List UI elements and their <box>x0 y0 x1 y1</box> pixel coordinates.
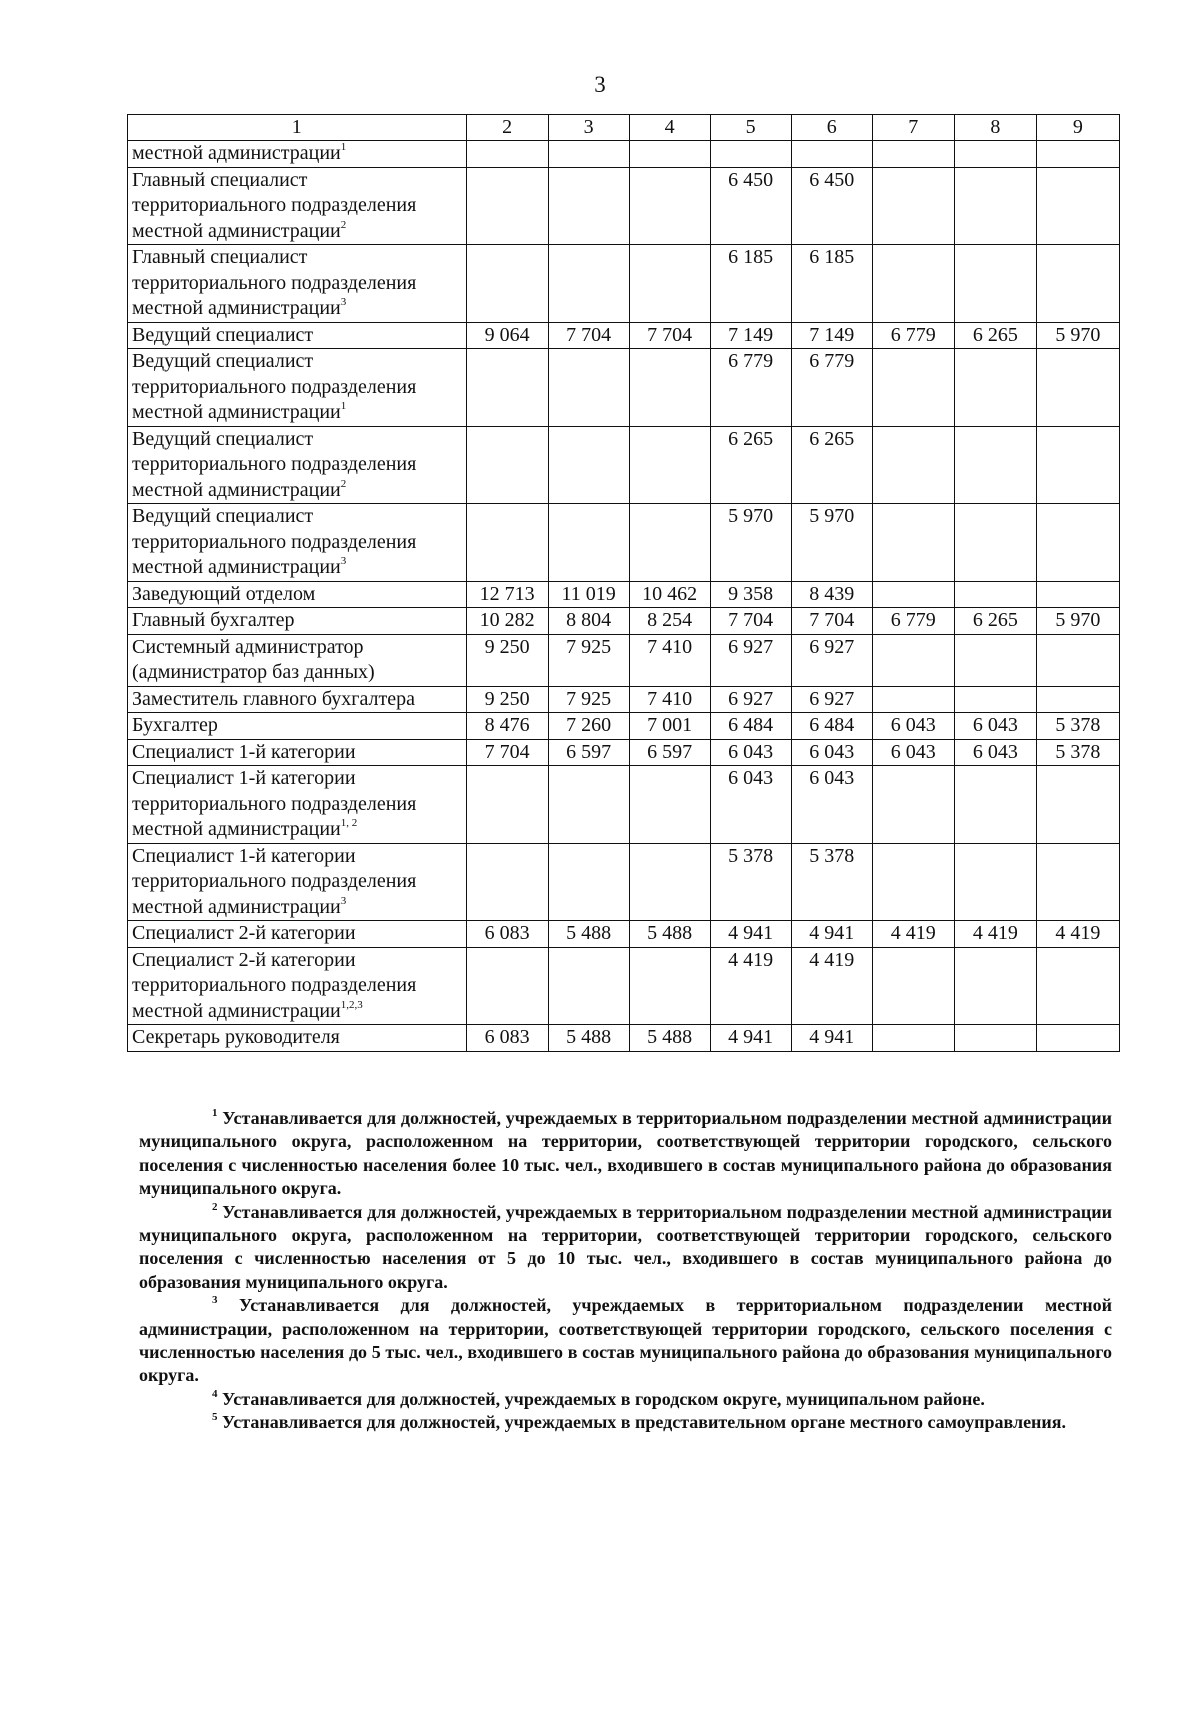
salary-cell: 7 260 <box>548 713 629 740</box>
footnote <box>139 1107 1112 1201</box>
salary-cell <box>629 426 710 504</box>
salary-cell: 9 064 <box>466 322 548 349</box>
salary-cell <box>548 947 629 1025</box>
column-number: 6 <box>791 115 872 141</box>
position-name-cell <box>128 349 467 427</box>
position-name: Специалист 1-й категории территориального подразделения местной администрации <box>132 767 417 840</box>
salary-cell <box>954 634 1036 686</box>
salary-cell <box>954 843 1036 921</box>
salary-cell: 6 043 <box>710 739 791 766</box>
footnote-text: Устанавливается для должностей, учреждаемых в городском округе, муниципальном районе. <box>222 1388 985 1409</box>
salary-cell <box>872 1025 954 1052</box>
salary-cell: 6 043 <box>791 739 872 766</box>
footnote-reference: 1,2,3 <box>340 998 363 1011</box>
salary-cell <box>872 349 954 427</box>
table-row <box>128 1025 1120 1052</box>
footnote-reference: 3 <box>340 555 347 567</box>
table-row <box>128 504 1120 582</box>
salary-cell <box>872 843 954 921</box>
salary-cell <box>548 843 629 921</box>
salary-cell: 5 970 <box>1036 322 1119 349</box>
footnote-text: Устанавливается для должностей, учреждаемых в территориальном подразделении местной администрации, расположенном на территории, соответствующей территории городского, сельского поселения с численностью населения до 5 тыс. чел., входившего в состав муниципального района до образования муниципального округа. <box>139 1295 1112 1386</box>
salary-cell <box>1036 245 1119 323</box>
salary-cell: 7 704 <box>710 608 791 635</box>
table-row <box>128 843 1120 921</box>
footnote-reference: 1, 2 <box>340 817 358 829</box>
salary-cell: 6 597 <box>548 739 629 766</box>
position-name: Специалист 1-й категории территориального подразделения местной администрации <box>132 844 417 918</box>
position-name-cell <box>128 766 467 844</box>
salary-cell <box>466 426 548 504</box>
position-name: Специалист 2-й категории территориального подразделения местной администрации <box>132 948 417 1022</box>
salary-cell: 6 450 <box>710 167 791 245</box>
salary-cell: 5 488 <box>548 1025 629 1052</box>
footnote-reference: 3 <box>340 296 347 308</box>
column-number: 7 <box>872 115 954 141</box>
salary-cell <box>466 349 548 427</box>
salary-cell: 6 043 <box>872 739 954 766</box>
salary-cell <box>466 167 548 245</box>
salary-cell <box>1036 686 1119 713</box>
position-name: Главный специалист территориального подразделения местной администрации <box>132 246 417 319</box>
salary-table <box>127 114 1120 1052</box>
salary-cell: 4 941 <box>710 921 791 948</box>
salary-cell <box>872 581 954 608</box>
salary-cell: 6 779 <box>872 608 954 635</box>
salary-cell <box>1036 349 1119 427</box>
table-row <box>128 739 1120 766</box>
salary-cell: 4 419 <box>1036 921 1119 948</box>
footnote-reference: 1 <box>340 400 347 412</box>
salary-cell: 4 419 <box>954 921 1036 948</box>
salary-cell: 5 488 <box>629 921 710 948</box>
salary-cell: 6 927 <box>710 686 791 713</box>
salary-cell <box>629 245 710 323</box>
column-number: 4 <box>629 115 710 141</box>
salary-cell <box>1036 1025 1119 1052</box>
table-row <box>128 634 1120 686</box>
salary-cell: 5 378 <box>710 843 791 921</box>
table-header <box>128 115 1120 141</box>
salary-cell <box>710 141 791 168</box>
salary-cell <box>629 947 710 1025</box>
salary-cell <box>791 141 872 168</box>
footnote-mark: 1 <box>212 1107 218 1119</box>
position-name: Ведущий специалист территориального подразделения местной администрации <box>132 505 417 578</box>
salary-cell <box>466 245 548 323</box>
salary-cell: 6 450 <box>791 167 872 245</box>
position-name-cell <box>128 504 467 582</box>
position-name-cell <box>128 634 467 686</box>
salary-cell <box>954 581 1036 608</box>
position-name: Бухгалтер <box>132 714 218 736</box>
salary-cell: 6 043 <box>954 713 1036 740</box>
salary-cell: 6 779 <box>872 322 954 349</box>
salary-cell <box>548 141 629 168</box>
salary-cell <box>872 634 954 686</box>
salary-cell <box>872 426 954 504</box>
salary-cell <box>872 167 954 245</box>
footnotes <box>139 1107 1112 1435</box>
footnote-mark: 3 <box>212 1294 218 1307</box>
salary-cell <box>872 141 954 168</box>
column-number: 3 <box>548 115 629 141</box>
column-number: 8 <box>954 115 1036 141</box>
salary-cell: 6 185 <box>791 245 872 323</box>
position-name-cell <box>128 843 467 921</box>
salary-cell: 6 043 <box>791 766 872 844</box>
salary-cell: 8 439 <box>791 581 872 608</box>
salary-cell <box>466 766 548 844</box>
column-number: 1 <box>128 115 467 141</box>
position-name: Заместитель главного бухгалтера <box>132 687 416 710</box>
salary-cell: 6 927 <box>791 686 872 713</box>
table-row <box>128 766 1120 844</box>
salary-cell: 6 597 <box>629 739 710 766</box>
salary-cell: 4 941 <box>710 1025 791 1052</box>
salary-cell: 7 925 <box>548 634 629 686</box>
salary-cell: 6 484 <box>791 713 872 740</box>
salary-cell <box>466 504 548 582</box>
salary-cell <box>1036 947 1119 1025</box>
salary-cell: 6 083 <box>466 921 548 948</box>
salary-cell: 6 484 <box>710 713 791 740</box>
table-row <box>128 141 1120 168</box>
position-name-cell <box>128 245 467 323</box>
footnote <box>139 1294 1112 1388</box>
salary-cell: 6 265 <box>710 426 791 504</box>
footnote <box>139 1201 1112 1295</box>
table-row <box>128 686 1120 713</box>
position-name-cell <box>128 686 467 713</box>
salary-cell <box>548 245 629 323</box>
position-name-cell <box>128 739 467 766</box>
salary-cell <box>629 766 710 844</box>
salary-cell: 8 804 <box>548 608 629 635</box>
salary-cell: 7 925 <box>548 686 629 713</box>
salary-cell <box>548 426 629 504</box>
footnote-reference: 2 <box>340 477 347 490</box>
page-number: 3 <box>594 72 606 97</box>
salary-cell: 10 462 <box>629 581 710 608</box>
salary-cell <box>629 349 710 427</box>
table-row <box>128 349 1120 427</box>
salary-cell <box>548 349 629 427</box>
salary-cell: 7 704 <box>548 322 629 349</box>
table-row <box>128 608 1120 635</box>
salary-cell <box>954 141 1036 168</box>
salary-cell: 6 043 <box>872 713 954 740</box>
salary-cell: 4 419 <box>872 921 954 948</box>
salary-cell: 6 265 <box>954 608 1036 635</box>
position-name-cell <box>128 167 467 245</box>
salary-cell <box>629 504 710 582</box>
position-name: Главный специалист территориального подразделения местной администрации <box>132 168 417 242</box>
salary-cell: 5 970 <box>710 504 791 582</box>
salary-cell <box>466 947 548 1025</box>
position-name: Ведущий специалист территориального подразделения местной администрации <box>132 427 417 501</box>
footnote <box>139 1388 1112 1411</box>
salary-cell: 6 779 <box>710 349 791 427</box>
position-name-cell <box>128 141 467 168</box>
salary-cell: 5 970 <box>791 504 872 582</box>
column-number: 9 <box>1036 115 1119 141</box>
salary-cell <box>954 947 1036 1025</box>
salary-cell: 11 019 <box>548 581 629 608</box>
salary-cell <box>1036 167 1119 245</box>
salary-cell <box>466 141 548 168</box>
salary-cell <box>1036 426 1119 504</box>
salary-cell: 5 378 <box>791 843 872 921</box>
salary-cell <box>1036 504 1119 582</box>
salary-cell: 6 927 <box>710 634 791 686</box>
salary-cell <box>466 843 548 921</box>
salary-cell <box>1036 581 1119 608</box>
salary-cell <box>954 426 1036 504</box>
salary-cell <box>629 843 710 921</box>
footnote-reference: 1 <box>340 141 347 153</box>
salary-cell: 7 704 <box>629 322 710 349</box>
salary-cell: 6 265 <box>954 322 1036 349</box>
salary-cell <box>548 504 629 582</box>
column-number: 2 <box>466 115 548 141</box>
table-row <box>128 245 1120 323</box>
salary-cell <box>954 349 1036 427</box>
salary-cell <box>954 167 1036 245</box>
footnote-mark: 2 <box>212 1200 218 1213</box>
position-name: Специалист 2-й категории <box>132 922 356 944</box>
salary-cell: 7 410 <box>629 686 710 713</box>
position-name-cell <box>128 426 467 504</box>
table-row <box>128 167 1120 245</box>
position-name: Ведущий специалист территориального подразделения местной администрации <box>132 350 417 423</box>
footnote-reference: 3 <box>340 894 347 907</box>
salary-cell: 7 001 <box>629 713 710 740</box>
salary-cell <box>1036 141 1119 168</box>
salary-cell: 7 704 <box>791 608 872 635</box>
salary-cell <box>872 947 954 1025</box>
table-row <box>128 322 1120 349</box>
salary-cell <box>629 167 710 245</box>
position-name-cell <box>128 608 467 635</box>
salary-cell <box>954 245 1036 323</box>
salary-cell <box>872 766 954 844</box>
table-body <box>128 141 1120 1052</box>
footnote <box>139 1411 1112 1434</box>
salary-cell: 6 043 <box>710 766 791 844</box>
salary-cell <box>548 766 629 844</box>
salary-cell <box>1036 843 1119 921</box>
position-name-cell <box>128 921 467 948</box>
salary-cell: 8 476 <box>466 713 548 740</box>
salary-cell: 7 149 <box>710 322 791 349</box>
salary-cell: 4 419 <box>791 947 872 1025</box>
position-name-cell <box>128 947 467 1025</box>
salary-cell <box>872 245 954 323</box>
table-row <box>128 713 1120 740</box>
footnote-text: Устанавливается для должностей, учреждаемых в территориальном подразделении местной администрации муниципального округа, расположенном на территории, соответствующей территории городского, сельского поселения с численностью населения от 5 до 10 тыс. чел., входившего в состав муниципального района до образования муниципального округа. <box>139 1201 1112 1292</box>
position-name-cell <box>128 713 467 740</box>
salary-cell: 6 185 <box>710 245 791 323</box>
salary-cell: 6 043 <box>954 739 1036 766</box>
salary-cell: 10 282 <box>466 608 548 635</box>
salary-cell: 7 704 <box>466 739 548 766</box>
salary-cell: 8 254 <box>629 608 710 635</box>
salary-cell: 6 083 <box>466 1025 548 1052</box>
table-row <box>128 921 1120 948</box>
salary-cell: 6 779 <box>791 349 872 427</box>
table-row <box>128 947 1120 1025</box>
salary-cell: 5 488 <box>629 1025 710 1052</box>
salary-cell <box>548 167 629 245</box>
footnote-mark: 5 <box>212 1411 218 1424</box>
position-name: Заведующий отделом <box>132 582 316 605</box>
position-name-cell <box>128 322 467 349</box>
salary-cell: 9 358 <box>710 581 791 608</box>
salary-cell: 7 149 <box>791 322 872 349</box>
salary-cell <box>954 1025 1036 1052</box>
salary-cell: 9 250 <box>466 634 548 686</box>
salary-cell <box>1036 766 1119 844</box>
salary-cell: 5 378 <box>1036 739 1119 766</box>
salary-cell <box>872 686 954 713</box>
salary-cell: 7 410 <box>629 634 710 686</box>
salary-cell <box>954 686 1036 713</box>
position-name-cell <box>128 581 467 608</box>
salary-cell: 5 970 <box>1036 608 1119 635</box>
footnote-text: Устанавливается для должностей, учреждаемых в представительном органе местного самоуправления. <box>222 1412 1067 1433</box>
salary-cell: 4 941 <box>791 1025 872 1052</box>
position-name: Системный администратор (администратор баз данных) <box>132 635 375 683</box>
table-row <box>128 426 1120 504</box>
position-name: местной администрации <box>132 142 341 164</box>
position-name: Главный бухгалтер <box>132 609 295 631</box>
position-name: Специалист 1-й категории <box>132 740 356 763</box>
salary-cell: 12 713 <box>466 581 548 608</box>
salary-cell: 5 378 <box>1036 713 1119 740</box>
footnote-text: Устанавливается для должностей, учреждаемых в территориальном подразделении местной администрации муниципального округа, расположенном на территории, соответствующей территории городского, сельского поселения с численностью населения более 10 тыс. чел., входившего в состав муниципального района до образования муниципального округа. <box>139 1108 1112 1199</box>
salary-cell: 6 265 <box>791 426 872 504</box>
salary-cell: 6 927 <box>791 634 872 686</box>
position-name-cell <box>128 1025 467 1052</box>
position-name: Секретарь руководителя <box>132 1026 340 1048</box>
salary-cell: 4 941 <box>791 921 872 948</box>
footnote-reference: 2 <box>340 218 347 231</box>
salary-cell: 9 250 <box>466 686 548 713</box>
salary-cell: 5 488 <box>548 921 629 948</box>
salary-cell <box>954 504 1036 582</box>
header-row <box>128 115 1120 141</box>
salary-cell <box>629 141 710 168</box>
column-number: 5 <box>710 115 791 141</box>
salary-cell <box>872 504 954 582</box>
salary-cell: 4 419 <box>710 947 791 1025</box>
salary-cell <box>1036 634 1119 686</box>
position-name: Ведущий специалист <box>132 323 314 346</box>
footnote-mark: 4 <box>212 1387 218 1400</box>
salary-cell <box>954 766 1036 844</box>
table-row <box>128 581 1120 608</box>
